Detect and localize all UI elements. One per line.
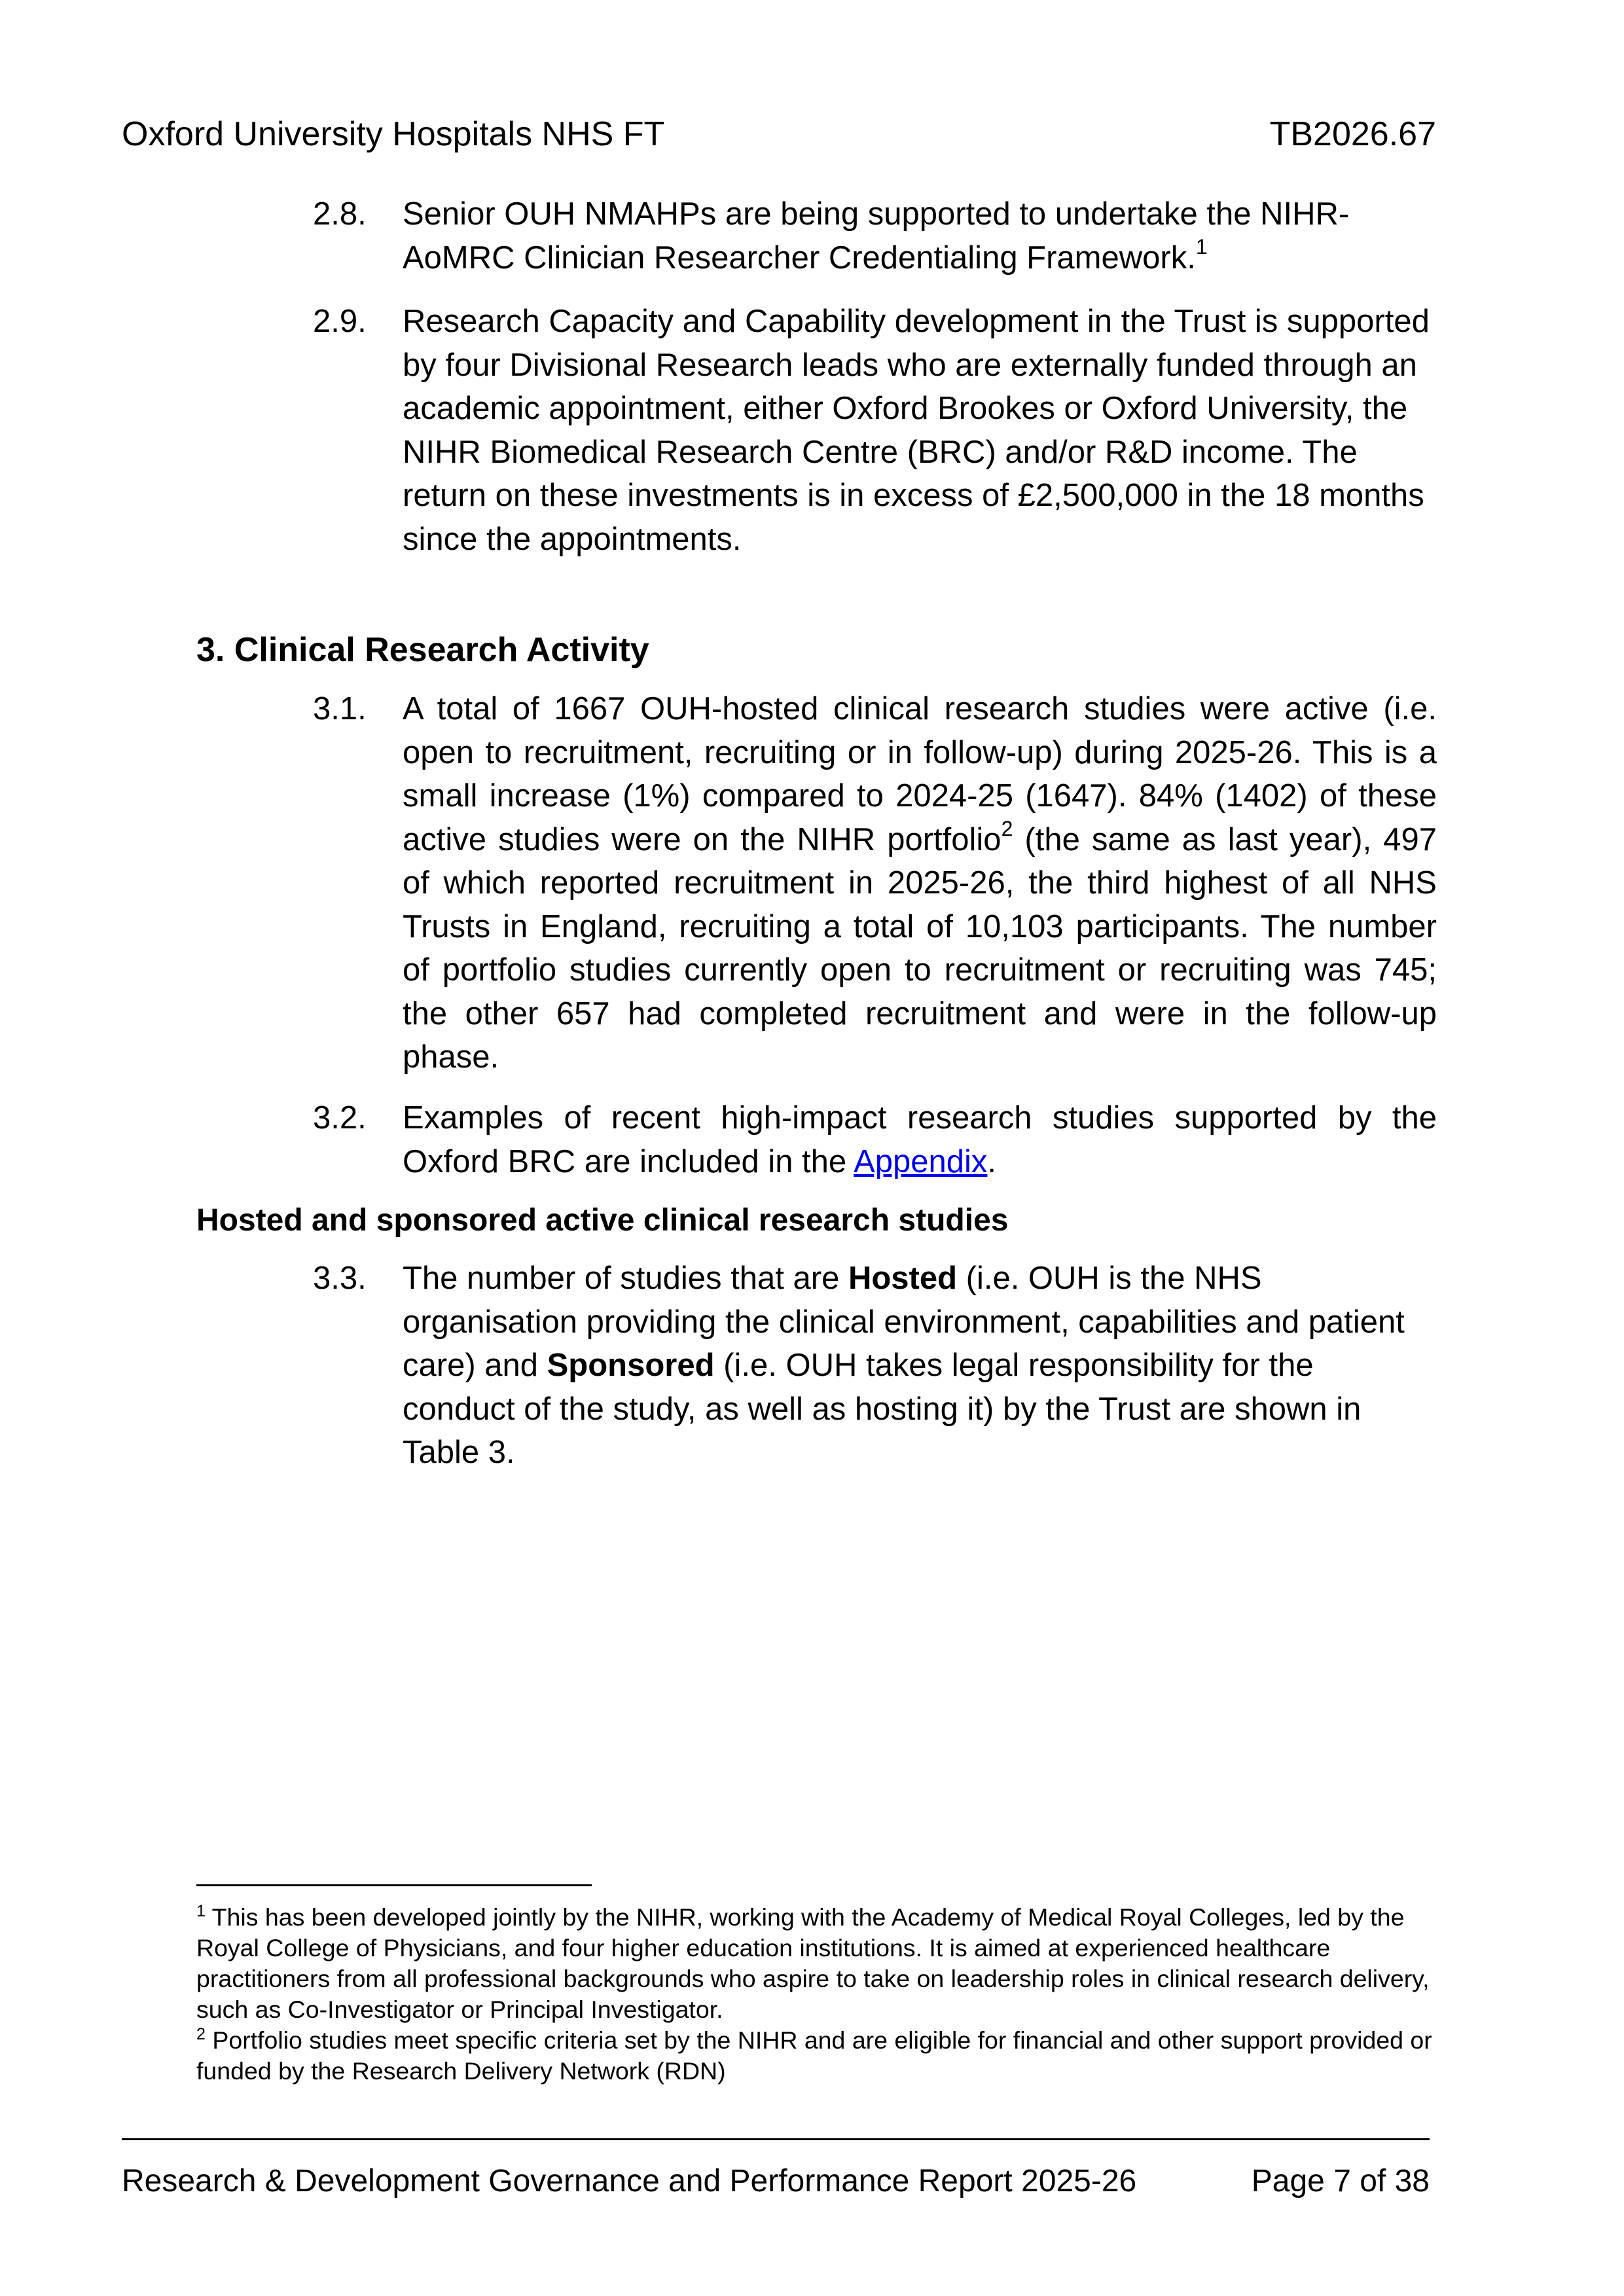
item-number-3-1: 3.1.: [313, 691, 367, 726]
footer-report-title: Research & Development Governance and Performance Report 2025-26: [122, 2164, 1137, 2198]
footnote-1-text: This has been developed jointly by the NIHR, working with the Academy of Medical Royal Colleges, led by the Royal College of Physicians, and four higher education institutions. It is aimed at experienced healthcare practitioners from all professional backgrounds who aspire to take on leadership roles in clinical research delivery, such as Co-Investigator or Principal Investigator.: [196, 1903, 1430, 2023]
paragraph-2-9: Research Capacity and Capability development in the Trust is supported by four Divisional Research leads who are externally funded through an academic appointment, either Oxford Brookes or Oxford University, the NIHR Biomedical Research Centre (BRC) and/or R&D income. The return on these investments is in excess of £2,500,000 in the 18 months since the appointments.: [403, 304, 1430, 557]
paragraph-3-2-text-b: .: [987, 1143, 997, 1179]
footnote-2-marker: 2: [196, 2025, 206, 2043]
footer-separator: [122, 2138, 1430, 2140]
footnote-ref-2[interactable]: 2: [1001, 816, 1013, 840]
paragraph-3-2-text-a: Examples of recent high-impact research studies supported by the Oxford BRC are included in the: [403, 1100, 1437, 1179]
paragraph-3-1-text-a: A total of 1667 OUH-hosted clinical research studies were active (i.e. open to recruitment, recruiting or in follow-up) during 2025-26. This is a small increase (1%) compared to 2024-25 (1647). 84% (1402) of these active studies were on the NIHR portfolio: [403, 691, 1437, 857]
footnote-1: [196, 1902, 1440, 2025]
paragraph-3-3-text-b: (i.e. OUH is the NHS organisation providing the clinical environment, capabilities and patient care) and: [403, 1261, 1405, 1383]
item-number-2-9: 2.9.: [313, 304, 367, 339]
paragraph-3-3: [403, 1257, 1411, 1475]
paragraph-3-1-text-b: (the same as last year), 497 of which reported recruitment in 2025-26, the third highest of all NHS Trusts in England, recruiting a total of 10,103 participants. The number of portfolio studies currently open to recruitment or recruiting was 745; the other 657 had completed recruitment and were in the follow-up phase.: [403, 821, 1437, 1075]
footer-page-number: Page 7 of 38: [1251, 2164, 1430, 2198]
item-number-2-8: 2.8.: [313, 196, 367, 232]
section-heading-clinical-research-activity: 3. Clinical Research Activity: [196, 631, 649, 669]
paragraph-3-3-text-a: The number of studies that are: [403, 1261, 848, 1296]
appendix-link[interactable]: Appendix: [854, 1143, 988, 1179]
paragraph-3-3-text-c: (i.e. OUH takes legal responsibility for the conduct of the study, as well as hosting it) by the Trust are shown in Table 3.: [403, 1348, 1362, 1470]
paragraph-3-2: [403, 1096, 1437, 1183]
footnote-ref-1[interactable]: 1: [1195, 234, 1208, 259]
paragraph-2-8-text: Senior OUH NMAHPs are being supported to undertake the NIHR-AoMRC Clinician Researcher Credentialing Framework.: [403, 196, 1350, 276]
header-organisation: Oxford University Hospitals NHS FT: [122, 115, 665, 153]
header-reference: TB2026.67: [1269, 115, 1436, 153]
item-number-3-3: 3.3.: [313, 1261, 367, 1296]
paragraph-2-8: [403, 192, 1411, 279]
footnote-2-text: Portfolio studies meet specific criteria set by the NIHR and are eligible for financial and other support provided or funded by the Research Delivery Network (RDN): [196, 2026, 1432, 2085]
footnote-2: [196, 2025, 1440, 2087]
term-sponsored: Sponsored: [547, 1348, 715, 1383]
term-hosted: Hosted: [848, 1261, 958, 1296]
footnote-1-marker: 1: [196, 1902, 206, 1920]
item-number-3-2: 3.2.: [313, 1100, 367, 1136]
subheading-hosted-sponsored: Hosted and sponsored active clinical research studies: [196, 1203, 1009, 1238]
paragraph-3-1: [403, 687, 1437, 1079]
footnote-separator: [196, 1884, 592, 1886]
